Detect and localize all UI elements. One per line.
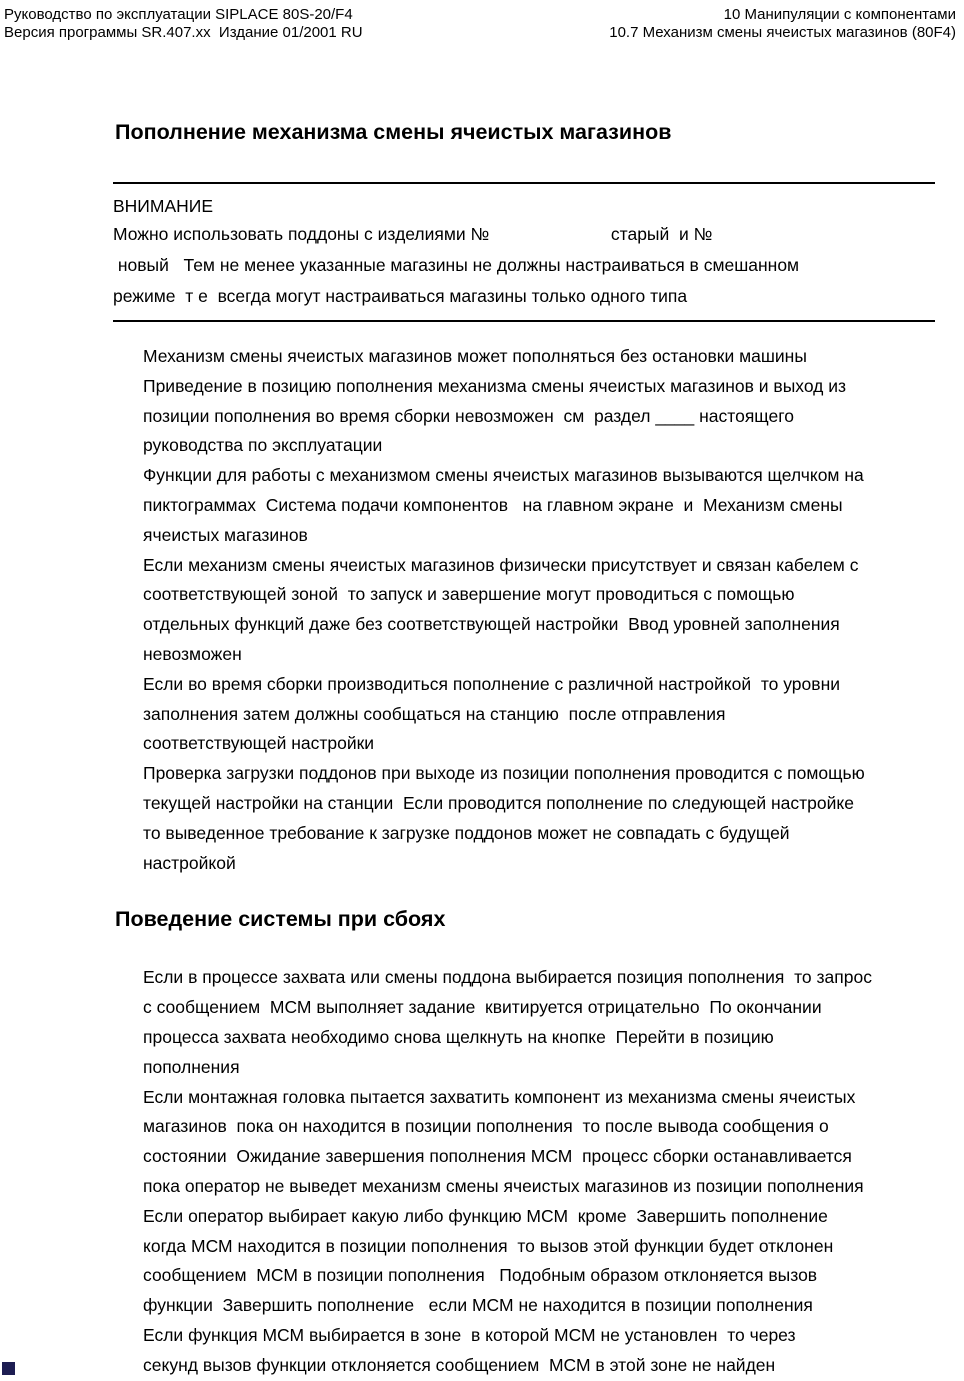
text-line: Если монтажная головка пытается захватить компонент из механизма смены ячеистых — [143, 1086, 856, 1107]
text-line: соответствующей зоной то запуск и завершение могут проводиться с помощью — [143, 584, 795, 605]
header-right-block — [609, 6, 956, 42]
faults-notes — [143, 963, 964, 1380]
section-notes — [143, 342, 964, 878]
text-line: то выведенное требование к загрузке поддонов может не совпадать с будущей — [143, 822, 790, 843]
text-line: Если во время сборки производиться пополнение с различной настройкой то уровни — [143, 673, 841, 694]
text-line: соответствующей настройки — [143, 733, 375, 754]
text-line: функции Завершить пополнение если МСМ не находится в позиции пополнения — [143, 1295, 813, 1316]
text-line: отдельных функций даже без соответствующей настройки Ввод уровней заполнения — [143, 614, 840, 635]
text-line: ячеистых магазинов — [143, 524, 308, 545]
text-line: режиме т е всегда могут настраиваться магазины только одного типа — [113, 286, 688, 306]
text-line: состоянии Ожидание завершения пополнения МСМ процесс сборки останавливается — [143, 1146, 852, 1167]
text-line: пиктограммах Система подачи компонентов на главном экране и Механизм смены — [143, 494, 843, 515]
text-line: текущей настройки на станции Если проводится пополнение по следующей настройке — [143, 792, 855, 813]
text-line: Если функция МСМ выбирается в зоне в которой МСМ не установлен то через — [143, 1324, 796, 1345]
text-line: Приведение в позицию пополнения механизма смены ячеистых магазинов и выход из — [143, 375, 847, 396]
header-version-line: Версия программы SR.407.xx Издание 01/2001 RU — [4, 24, 363, 41]
text-line: невозможен — [143, 643, 242, 664]
text-line: секунд вызов функции отклоняется сообщением МСМ в этой зоне не найден — [143, 1354, 776, 1375]
divider-top — [113, 182, 935, 184]
section-title: Пополнение механизма смены ячеистых магазинов — [115, 120, 672, 144]
header-left-block — [4, 6, 363, 42]
divider-bottom — [113, 320, 935, 322]
section2-title: Поведение системы при сбоях — [115, 907, 446, 932]
text-line: новый Тем не менее указанные магазины не должны настраиваться в смешанном — [113, 255, 800, 275]
header-chapter-line: 10 Манипуляции с компонентами — [723, 6, 956, 23]
page-corner-mark — [2, 1362, 15, 1375]
header-manual-title: Руководство по эксплуатации SIPLACE 80S-20/F4 — [4, 6, 353, 23]
header-subchapter-line: 10.7 Механизм смены ячеистых магазинов (80F4) — [609, 24, 956, 41]
text-line: пополнения — [143, 1056, 240, 1077]
page-header — [0, 0, 964, 42]
text-line: магазинов пока он находится в позиции пополнения то после вывода сообщения о — [143, 1116, 829, 1137]
text-line: Можно использовать поддоны с изделиями № старый и № — [113, 224, 713, 244]
text-line: пока оператор не выведет механизм смены ячеистых магазинов из позиции пополнения — [143, 1175, 864, 1196]
text-line: сообщением МСМ в позиции пополнения Подобным образом отклоняется вызов — [143, 1265, 818, 1286]
text-line: Проверка загрузки поддонов при выходе из позиции пополнения проводится с помощью — [143, 763, 865, 784]
text-line: руководства по эксплуатации — [143, 435, 383, 456]
text-line: процесса захвата необходимо снова щелкнуть на кнопке Перейти в позицию — [143, 1026, 774, 1047]
text-line: позиции пополнения во время сборки невозможен см раздел ____ настоящего — [143, 405, 794, 426]
text-line: настройкой — [143, 852, 236, 873]
document-body — [0, 42, 964, 1381]
warning-block — [0, 182, 964, 322]
text-line: Функции для работы с механизмом смены ячеистых магазинов вызываются щелчком на — [143, 465, 864, 486]
text-line: Механизм смены ячеистых магазинов может пополняться без остановки машины — [143, 346, 807, 366]
text-line: Если оператор выбирает какую либо функцию МСМ кроме Завершить пополнение — [143, 1205, 828, 1226]
text-line: Если в процессе захвата или смены поддона выбирается позиция пополнения то запрос — [143, 967, 872, 988]
text-line: заполнения затем должны сообщаться на станцию после отправления — [143, 703, 726, 724]
text-line: с сообщением МСМ выполняет задание квитируется отрицательно По окончании — [143, 997, 822, 1018]
text-line: когда МСМ находится в позиции пополнения то вызов этой функции будет отклонен — [143, 1235, 834, 1256]
warning-label: ВНИМАНИЕ — [113, 196, 214, 216]
warning-text — [113, 219, 964, 312]
text-line: Если механизм смены ячеистых магазинов физически присутствует и связан кабелем с — [143, 554, 859, 575]
